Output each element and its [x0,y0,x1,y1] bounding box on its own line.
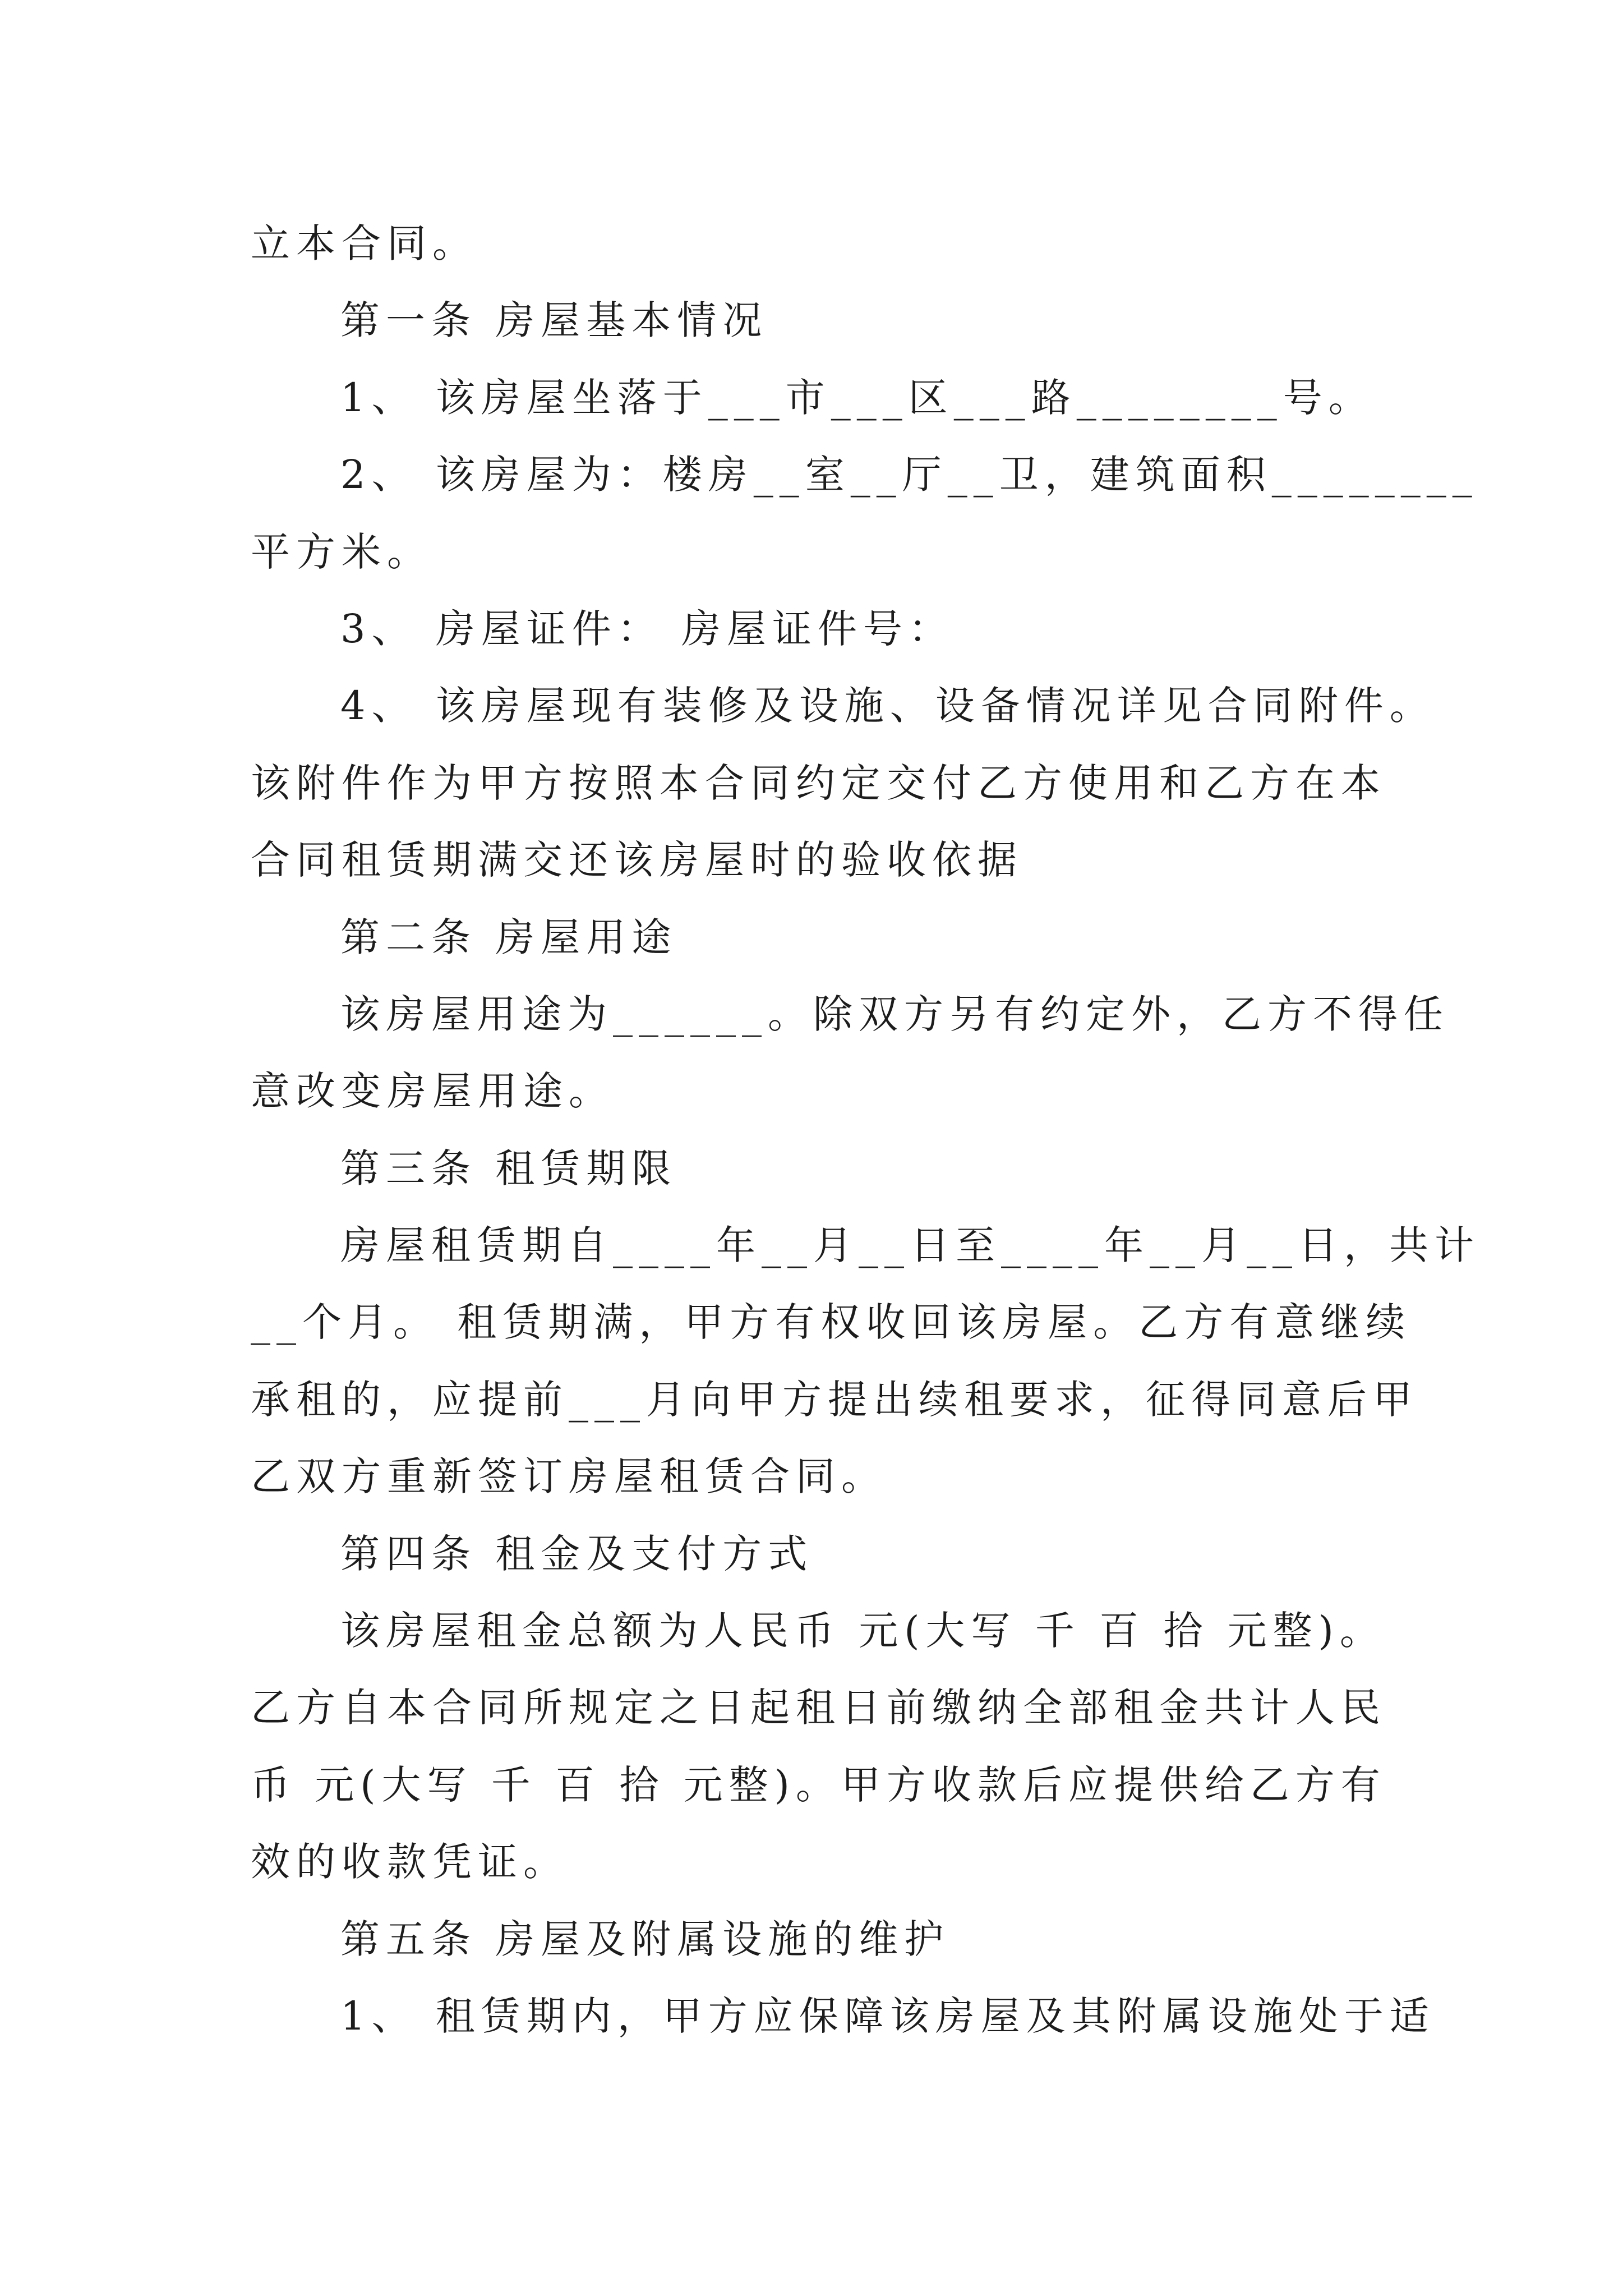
clause-line: 1、 租赁期内，甲方应保障该房屋及其附属设施处于适 [340,1993,1435,2039]
paragraph-line: 平方米。 [251,528,432,575]
paragraph-line: 立本合同。 [251,220,478,266]
paragraph-line: 意改变房屋用途。 [251,1068,614,1115]
article-5-heading: 第五条 房屋及附属设施的维护 [340,1916,950,1962]
paragraph-line: 合同租赁期满交还该房屋时的验收依据 [251,837,1023,884]
clause-line: 房屋租赁期自____年__月__日至____年__月__日，共计 [340,1222,1480,1269]
paragraph-line: 币 元(大写 千 百 拾 元整)。甲方收款后应提供给乙方有 [251,1761,1386,1808]
paragraph-line: 效的收款凭证。 [251,1839,569,1885]
paragraph-line: __个月。 租赁期满，甲方有权收回该房屋。乙方有意继续 [251,1299,1412,1346]
article-4-heading: 第四条 租金及支付方式 [340,1530,814,1577]
paragraph-line: 乙双方重新签订房屋租赁合同。 [251,1453,887,1500]
clause-line: 3、 房屋证件： 房屋证件号： [340,605,955,652]
paragraph-line: 乙方自本合同所规定之日起租日前缴纳全部租金共计人民 [251,1685,1386,1731]
article-1-heading: 第一条 房屋基本情况 [340,297,768,344]
clause-line: 2、 该房屋为：楼房__室__厅__卫，建筑面积________ [340,452,1478,498]
article-2-heading: 第二条 房屋用途 [340,914,677,960]
clause-line: 该房屋用途为______。除双方另有约定外，乙方不得任 [340,991,1449,1037]
paragraph-line: 承租的，应提前___月向甲方提出续租要求，征得同意后甲 [251,1376,1418,1423]
clause-line: 4、 该房屋现有装修及设施、设备情况详见合同附件。 [340,683,1435,729]
article-3-heading: 第三条 租赁期限 [340,1145,677,1191]
paragraph-line: 该附件作为甲方按照本合同约定交付乙方使用和乙方在本 [251,760,1386,806]
contract-body [251,205,1541,2055]
clause-line: 1、 该房屋坐落于___市___区___路________号。 [340,374,1374,421]
clause-line: 该房屋租金总额为人民币 元(大写 千 百 拾 元整)。 [340,1608,1385,1654]
